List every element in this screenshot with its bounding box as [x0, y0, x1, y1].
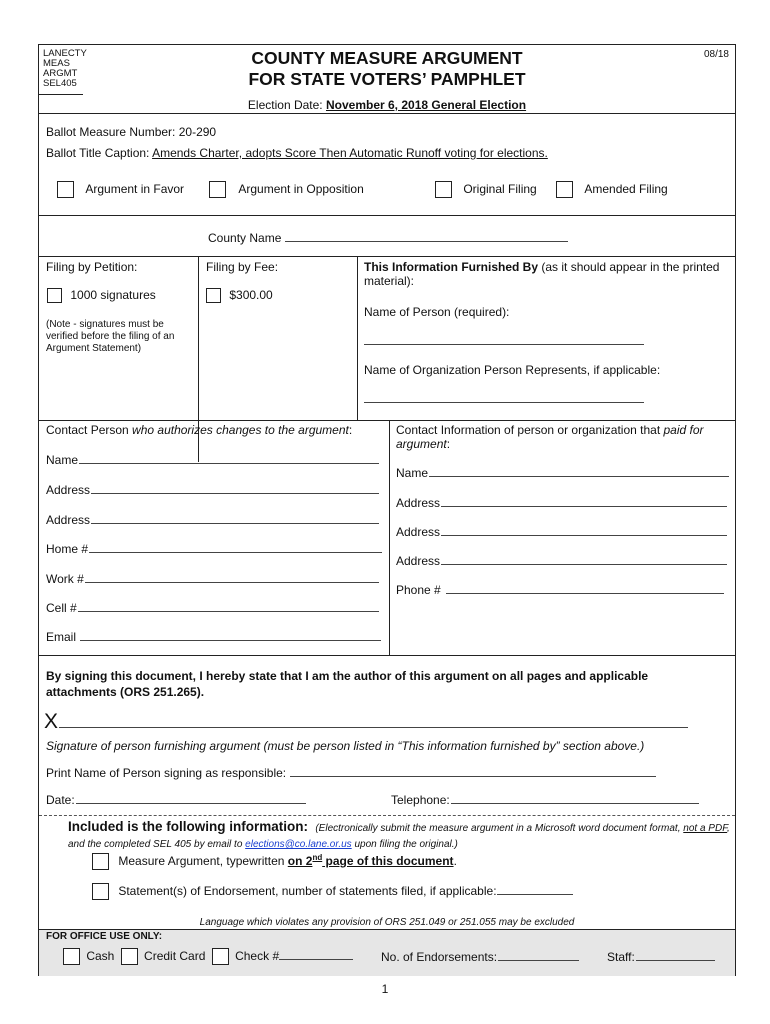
contact-address2-field[interactable]: Address: [46, 513, 379, 527]
endorsement-option[interactable]: Statement(s) of Endorsement, number of statements filed, if applicable:: [92, 883, 573, 900]
paid-heading: Contact Information of person or organization that paid for argument:: [396, 423, 704, 451]
measure-argument-option[interactable]: Measure Argument, typewritten on 2nd page of this document.: [92, 853, 457, 870]
argument-favor-checkbox[interactable]: [57, 181, 74, 198]
check-number-line[interactable]: [279, 949, 353, 960]
petition-option[interactable]: 1000 signatures: [47, 288, 156, 303]
ballot-measure-number: Ballot Measure Number: 20-290: [46, 125, 217, 139]
column-divider: [389, 420, 390, 655]
signing-statement: By signing this document, I hereby state that I am the author of this argument on all pages and applicable attachments (ORS 251.265).: [46, 669, 649, 699]
page-number: 1: [381, 982, 389, 996]
divider: [39, 929, 735, 930]
contact-cell-phone-field[interactable]: Cell #: [46, 601, 379, 615]
person-name-line[interactable]: [364, 337, 644, 345]
divider: [39, 655, 735, 656]
elections-email-link[interactable]: elections@co.lane.or.us: [245, 839, 352, 850]
original-filing-option[interactable]: Original Filing: [435, 181, 537, 198]
fee-option[interactable]: $300.00: [206, 288, 273, 303]
amended-filing-option[interactable]: Amended Filing: [556, 181, 668, 198]
form-title: COUNTY MEASURE ARGUMENT FOR STATE VOTERS’ PAMPHLET: [248, 48, 526, 89]
election-date-value: November 6, 2018 General Election: [325, 98, 527, 112]
paid-phone-field[interactable]: Phone #: [396, 583, 724, 597]
contact-address-field[interactable]: Address: [46, 483, 379, 497]
organization-label: Name of Organization Person Represents, if applicable:: [364, 363, 661, 377]
paid-address-field[interactable]: Address: [396, 496, 727, 510]
ballot-title-caption: Ballot Title Caption: Amends Charter, adopts Score Then Automatic Runoff voting for elections.: [46, 146, 548, 160]
ballot-caption-value: Amends Charter, adopts Score Then Automatic Runoff voting for elections.: [152, 146, 548, 160]
petition-heading: Filing by Petition:: [46, 260, 138, 274]
endorsements-count-field[interactable]: No. of Endorsements:: [381, 950, 579, 964]
divider: [39, 815, 735, 816]
argument-opposition-checkbox[interactable]: [209, 181, 226, 198]
column-divider: [357, 256, 358, 420]
argument-favor-option[interactable]: Argument in Favor: [57, 181, 184, 198]
language-note: Language which violates any provision of ORS 251.049 or 251.055 may be excluded: [199, 917, 575, 928]
form-code: LANECTY MEAS ARGMT SEL405: [43, 48, 87, 89]
included-section: Included is the following information: (Electronically submit the measure argument in a Microsoft word document format, not a PDF, and the completed SEL 405 by email to elections@co.lane.or.us upon filing the original.): [68, 819, 730, 850]
signature-field[interactable]: [44, 711, 688, 732]
fee-heading: Filing by Fee:: [206, 260, 279, 274]
contact-home-phone-field[interactable]: Home #: [46, 542, 382, 556]
county-name-line[interactable]: [285, 231, 568, 242]
paid-name-field[interactable]: Name: [396, 466, 729, 480]
contact-name-field[interactable]: Name: [46, 453, 379, 467]
person-name-label: Name of Person (required):: [364, 305, 510, 319]
signature-x-mark: X: [44, 710, 59, 733]
organization-line[interactable]: [364, 395, 644, 403]
divider: [39, 215, 735, 216]
petition-checkbox[interactable]: [47, 288, 62, 303]
measure-argument-checkbox[interactable]: [92, 853, 109, 870]
form-frame: [38, 44, 736, 976]
argument-opposition-option[interactable]: Argument in Opposition: [209, 181, 364, 198]
paid-address3-field[interactable]: Address: [396, 554, 727, 568]
telephone-field[interactable]: Telephone:: [391, 793, 699, 807]
fee-checkbox[interactable]: [206, 288, 221, 303]
check-checkbox[interactable]: [212, 948, 229, 965]
county-name-field[interactable]: County Name: [208, 231, 568, 245]
election-date: Election Date: November 6, 2018 General Election: [247, 98, 527, 112]
cash-checkbox[interactable]: [63, 948, 80, 965]
furnished-heading: This Information Furnished By (as it should appear in the printed material):: [364, 260, 720, 288]
contact-email-field[interactable]: Email: [46, 630, 381, 644]
endorsement-count-line[interactable]: [497, 884, 573, 895]
office-payment-options: Cash Credit Card Check #: [63, 948, 353, 965]
included-heading: Included is the following information:: [68, 819, 308, 834]
print-name-field[interactable]: Print Name of Person signing as responsible:: [46, 766, 656, 780]
divider: [39, 256, 735, 257]
revision-date: 08/18: [703, 49, 729, 60]
contact-heading: Contact Person who authorizes changes to the argument:: [46, 423, 353, 437]
divider: [39, 420, 735, 421]
signature-note: Signature of person furnishing argument (must be person listed in “This information furnished by” section above.): [46, 739, 645, 753]
contact-work-phone-field[interactable]: Work #: [46, 572, 379, 586]
endorsement-checkbox[interactable]: [92, 883, 109, 900]
date-field[interactable]: Date:: [46, 793, 306, 807]
original-filing-checkbox[interactable]: [435, 181, 452, 198]
staff-field[interactable]: Staff:: [607, 950, 715, 964]
code-underline: [39, 94, 83, 95]
paid-address2-field[interactable]: Address: [396, 525, 727, 539]
amended-filing-checkbox[interactable]: [556, 181, 573, 198]
petition-note: (Note - signatures must be verified before the filing of an Argument Statement): [46, 319, 175, 354]
office-use-heading: FOR OFFICE USE ONLY:: [46, 931, 163, 942]
signature-line[interactable]: [59, 717, 688, 728]
divider: [39, 113, 735, 114]
credit-card-checkbox[interactable]: [121, 948, 138, 965]
